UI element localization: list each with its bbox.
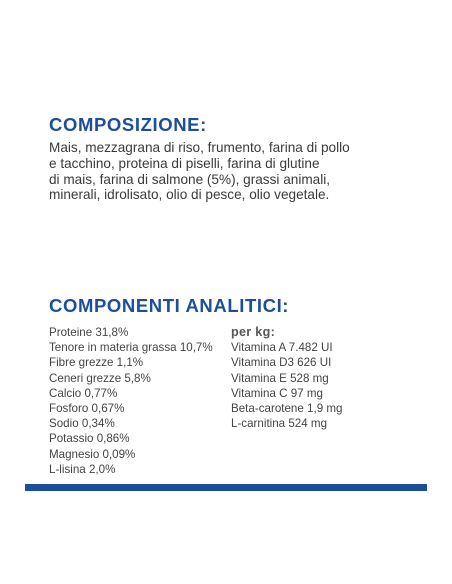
composition-line: di mais, farina di salmone (5%), grassi animali, (49, 171, 331, 187)
composition-heading: COMPOSIZIONE: (49, 114, 207, 135)
analytics-item: Potassio 0,86% (49, 432, 130, 446)
analytics-item: Magnesio 0,09% (49, 447, 136, 461)
vitamin-item: Beta-carotene 1,9 mg (231, 402, 343, 416)
analytics-item: Sodio 0,34% (49, 417, 115, 431)
bottom-divider (25, 484, 427, 491)
analytics-item: Ceneri grezze 5,8% (49, 371, 151, 385)
vitamin-item: Vitamina A 7.482 UI (231, 341, 333, 355)
composition-line: minerali, idrolisato, olio di pesce, olio vegetale. (49, 187, 330, 203)
vitamin-item: Vitamina C 97 mg (231, 386, 323, 400)
composition-line: e tacchino, proteina di piselli, farina di glutine (49, 155, 320, 171)
analytics-left-list (49, 325, 213, 477)
analytics-item: Tenore in materia grassa 10,7% (49, 341, 213, 355)
vitamin-item: L-carnitina 524 mg (231, 417, 328, 431)
composition-text (49, 140, 409, 203)
analytics-item: Proteine 31,8% (49, 326, 129, 339)
analytics-right-list (231, 325, 343, 431)
vitamin-item: Vitamina D3 626 UI (231, 356, 332, 370)
analytics-heading: COMPONENTI ANALITICI: (49, 295, 290, 316)
analytics-item: Fosforo 0,67% (49, 402, 125, 416)
composition-line: Mais, mezzagrana di riso, frumento, farina di pollo (49, 140, 350, 155)
analytics-item: Fibre grezze 1,1% (49, 356, 144, 370)
vitamin-item: Vitamina E 528 mg (231, 371, 329, 385)
analytics-item: L-lisina 2,0% (49, 462, 116, 476)
analytics-item: Calcio 0,77% (49, 386, 118, 400)
per-kg-heading: per kg: (231, 325, 276, 339)
